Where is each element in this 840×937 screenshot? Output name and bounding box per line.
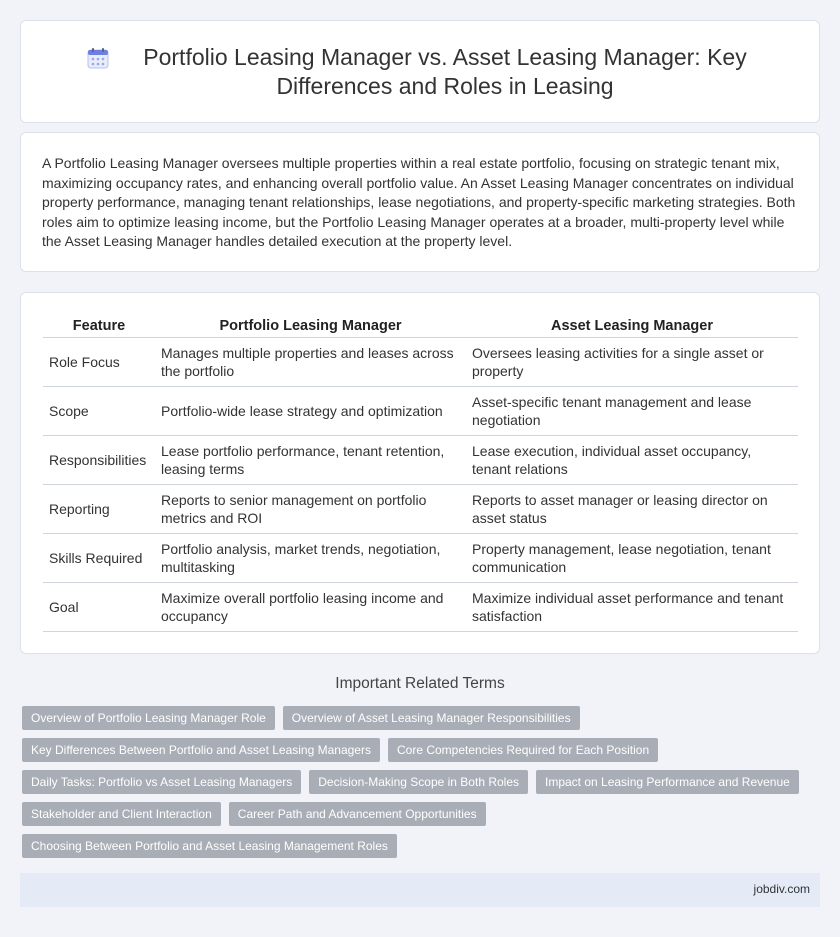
- cell-feature: Skills Required: [43, 533, 155, 582]
- tag-row: [22, 802, 802, 826]
- header-portfolio: Portfolio Leasing Manager: [155, 315, 466, 337]
- cell-feature: Scope: [43, 386, 155, 435]
- cell-feature: Reporting: [43, 484, 155, 533]
- cell-portfolio: Portfolio analysis, market trends, negotiation, multitasking: [155, 533, 466, 582]
- table-row: [43, 386, 798, 435]
- related-term-tag[interactable]: Core Competencies Required for Each Position: [388, 738, 658, 762]
- cell-asset: Reports to asset manager or leasing director on asset status: [466, 484, 798, 533]
- cell-asset: Asset-specific tenant management and lease negotiation: [466, 386, 798, 435]
- related-term-tag[interactable]: Stakeholder and Client Interaction: [22, 802, 221, 826]
- related-term-tag[interactable]: Impact on Leasing Performance and Revenue: [536, 770, 799, 794]
- related-term-tag[interactable]: Career Path and Advancement Opportunities: [229, 802, 486, 826]
- cell-asset: Oversees leasing activities for a single asset or property: [466, 337, 798, 386]
- footer: [20, 873, 820, 907]
- comparison-table: [43, 315, 798, 632]
- cell-feature: Role Focus: [43, 337, 155, 386]
- related-terms-list: [22, 706, 802, 866]
- header-feature: Feature: [43, 315, 155, 337]
- related-term-tag[interactable]: Overview of Asset Leasing Manager Responsibilities: [283, 706, 580, 730]
- cell-portfolio: Lease portfolio performance, tenant retention, leasing terms: [155, 435, 466, 484]
- cell-feature: Responsibilities: [43, 435, 155, 484]
- table-row: [43, 533, 798, 582]
- comparison-table-card: [20, 292, 820, 654]
- intro-card: [20, 132, 820, 272]
- cell-portfolio: Portfolio-wide lease strategy and optimization: [155, 386, 466, 435]
- tag-row: [22, 738, 802, 762]
- tag-row: [22, 834, 802, 858]
- table-row: [43, 435, 798, 484]
- table-row: [43, 484, 798, 533]
- tag-row: [22, 770, 802, 794]
- related-terms-heading: Important Related Terms: [335, 675, 505, 692]
- tag-row: [22, 706, 802, 730]
- related-term-tag[interactable]: Choosing Between Portfolio and Asset Leasing Management Roles: [22, 834, 397, 858]
- related-term-tag[interactable]: Daily Tasks: Portfolio vs Asset Leasing Managers: [22, 770, 301, 794]
- related-term-tag[interactable]: Overview of Portfolio Leasing Manager Role: [22, 706, 275, 730]
- cell-portfolio: Reports to senior management on portfolio metrics and ROI: [155, 484, 466, 533]
- cell-portfolio: Manages multiple properties and leases across the portfolio: [155, 337, 466, 386]
- title-card: [20, 20, 820, 123]
- cell-asset: Property management, lease negotiation, tenant communication: [466, 533, 798, 582]
- related-term-tag[interactable]: Key Differences Between Portfolio and Asset Leasing Managers: [22, 738, 380, 762]
- cell-asset: Lease execution, individual asset occupancy, tenant relations: [466, 435, 798, 484]
- table-header-row: [43, 315, 798, 337]
- table-row: [43, 582, 798, 631]
- table-row: [43, 337, 798, 386]
- page-title: Portfolio Leasing Manager vs. Asset Leasing Manager: Key Differences and Roles in Leasing: [143, 44, 747, 99]
- cell-feature: Goal: [43, 582, 155, 631]
- related-term-tag[interactable]: Decision-Making Scope in Both Roles: [309, 770, 528, 794]
- intro-paragraph: A Portfolio Leasing Manager oversees multiple properties within a real estate portfolio, focusing on strategic tenant mix, maximizing occupancy rates, and enhancing overall portfolio value. An Asset Leasing Manager concentrates on individual property performance, managing tenant relationships, lease negotiations, and property-specific marketing strategies. Both roles aim to optimize leasing income, but the Portfolio Leasing Manager operates at a broader, multi-property level while the Asset Leasing Manager handles detailed execution at the property level.: [42, 155, 796, 250]
- header-asset: Asset Leasing Manager: [466, 315, 798, 337]
- footer-site-link[interactable]: jobdiv.com: [753, 882, 810, 896]
- cell-portfolio: Maximize overall portfolio leasing income and occupancy: [155, 582, 466, 631]
- cell-asset: Maximize individual asset performance and tenant satisfaction: [466, 582, 798, 631]
